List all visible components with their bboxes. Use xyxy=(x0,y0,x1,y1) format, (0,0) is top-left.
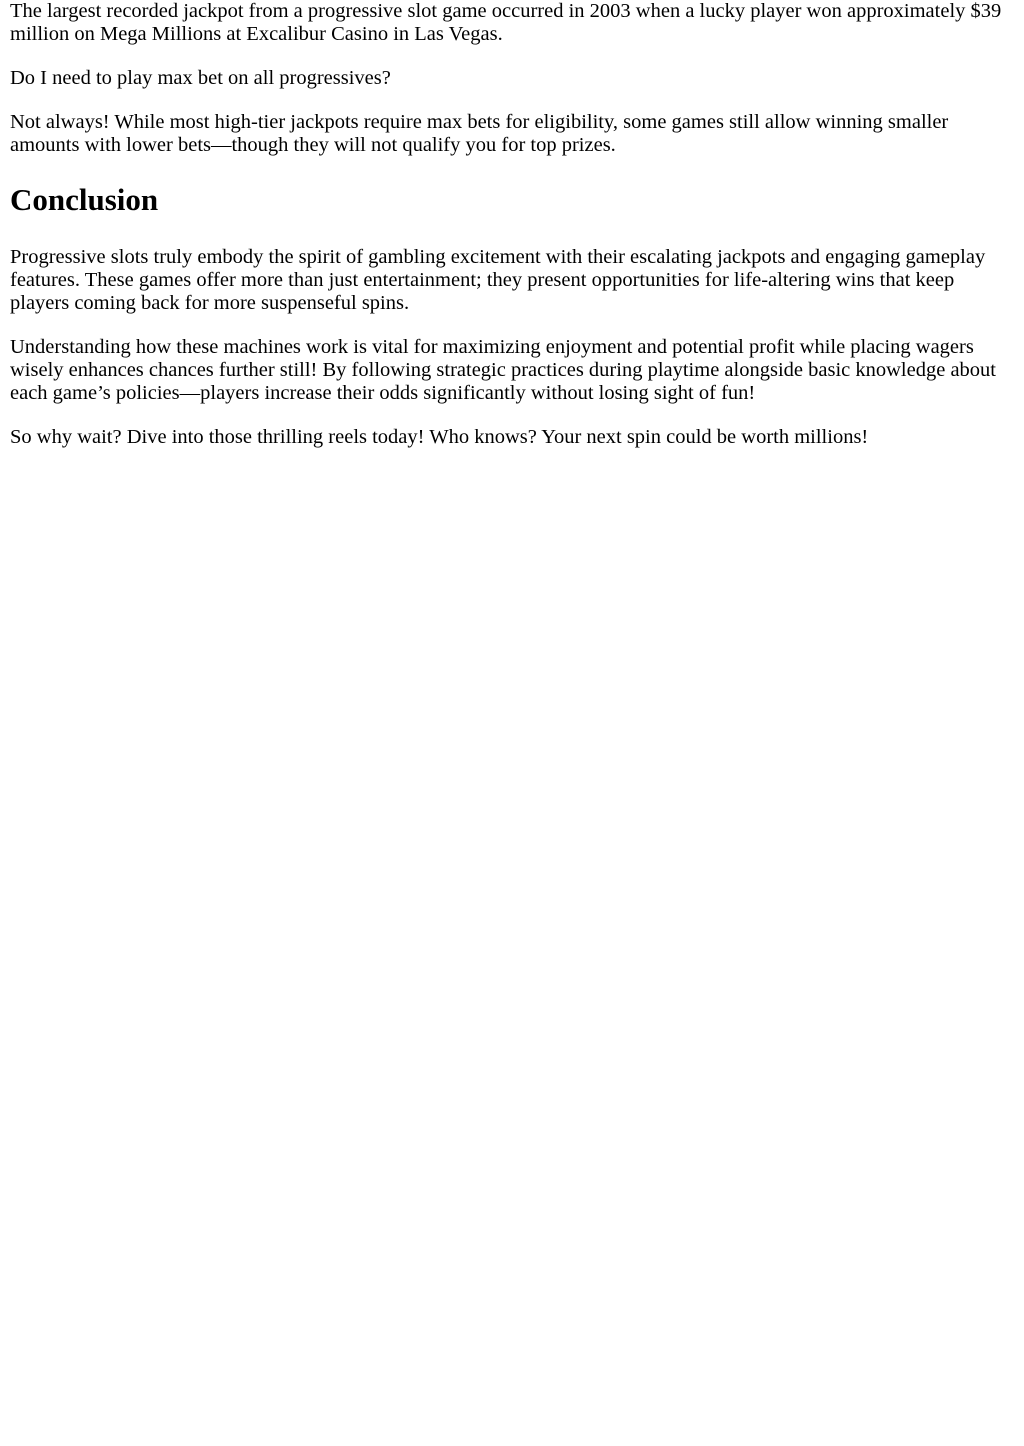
article-body xyxy=(0,0,1024,449)
conclusion-paragraph: Understanding how these machines work is vital for maximizing enjoyment and potential profit while placing wagers wisely enhances chances further still! By following strategic practices during playtime alongside basic knowledge about each game’s policies—players increase their odds significantly without losing sight of fun! xyxy=(10,336,996,404)
conclusion-heading: Conclusion xyxy=(10,182,159,217)
faq-answer-paragraph: The largest recorded jackpot from a progressive slot game occurred in 2003 when a lucky player won approximately $39 million on Mega Millions at Excalibur Casino in Las Vegas. xyxy=(10,0,1002,45)
conclusion-paragraph: Progressive slots truly embody the spirit of gambling excitement with their escalating jackpots and engaging gameplay features. These games offer more than just entertainment; they present opportunities for life-altering wins that keep players coming back for more suspenseful spins. xyxy=(10,246,986,314)
conclusion-paragraph: So why wait? Dive into those thrilling reels today! Who knows? Your next spin could be worth millions! xyxy=(10,426,869,448)
faq-question: Do I need to play max bet on all progressives? xyxy=(10,67,391,89)
faq-answer-paragraph: Not always! While most high-tier jackpots require max bets for eligibility, some games still allow winning smaller amounts with lower bets—though they will not qualify you for top prizes. xyxy=(10,111,949,156)
